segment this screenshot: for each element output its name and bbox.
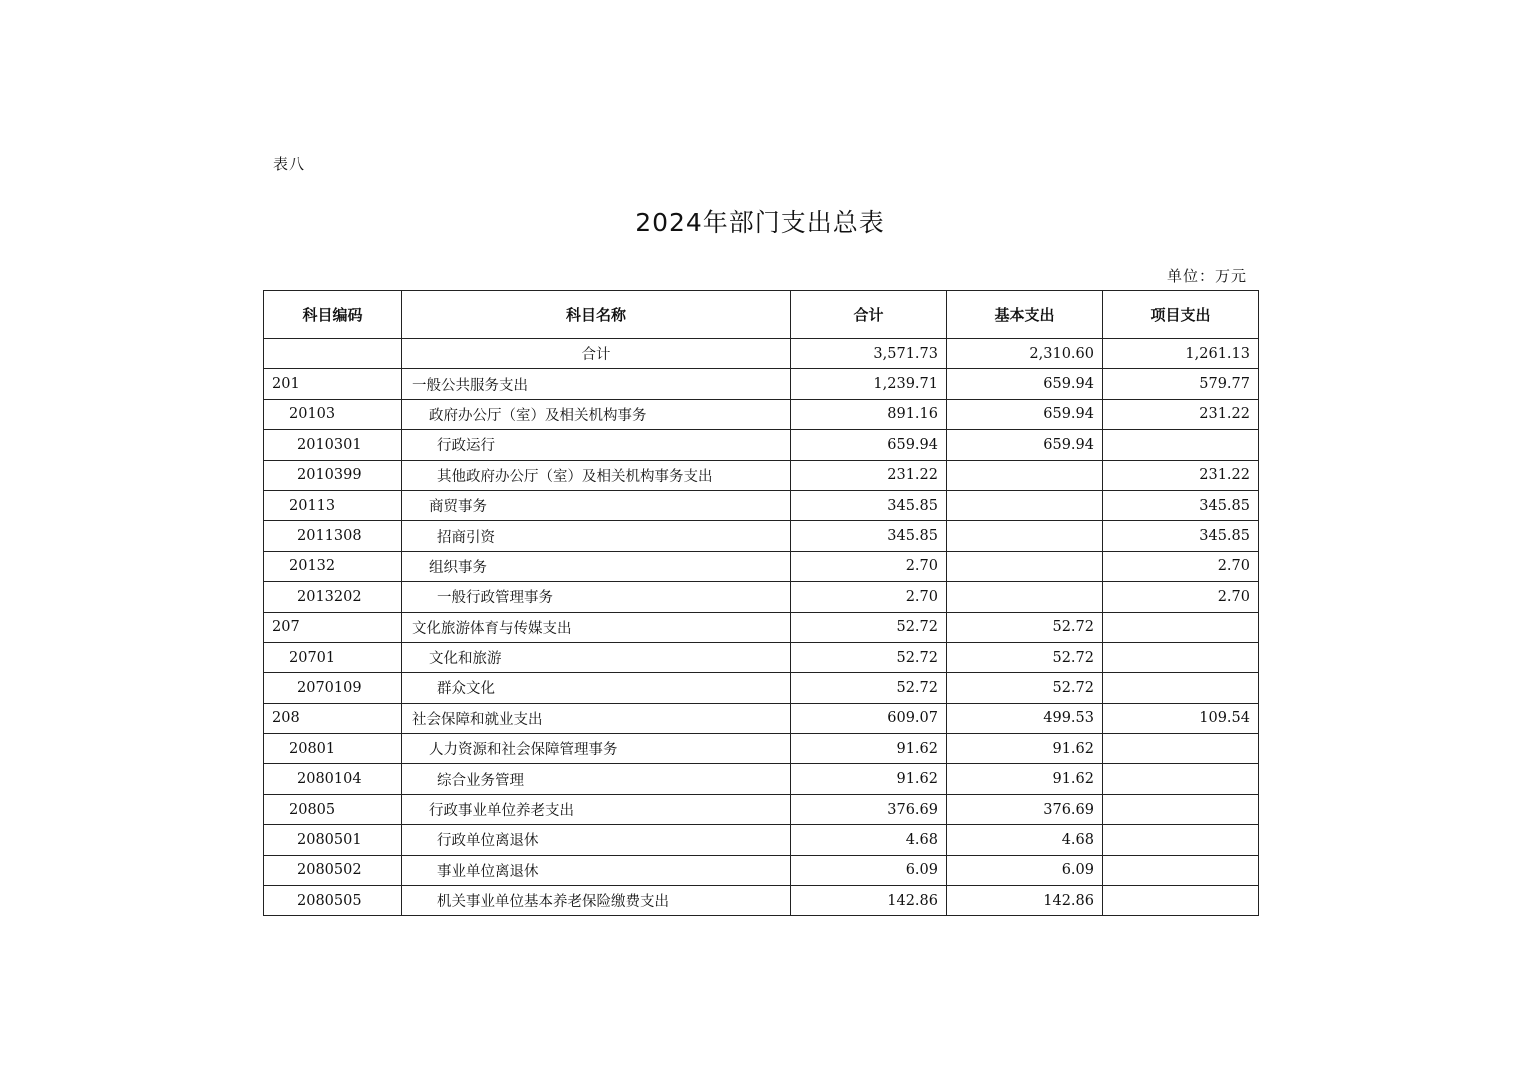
- total-cell: 376.69: [791, 794, 947, 824]
- project-cell: 231.22: [1103, 460, 1259, 490]
- name-cell: 综合业务管理: [402, 764, 791, 794]
- basic-cell: 52.72: [947, 642, 1103, 672]
- table-row: [264, 703, 1259, 733]
- table-row: [264, 794, 1259, 824]
- total-name-cell: 合计: [402, 339, 791, 369]
- unit-label: 单位：万元: [1166, 267, 1247, 285]
- total-cell: 91.62: [791, 764, 947, 794]
- basic-cell: 142.86: [947, 886, 1103, 916]
- basic-cell: [947, 460, 1103, 490]
- project-cell: [1103, 612, 1259, 642]
- basic-cell: [947, 490, 1103, 520]
- table-row: [264, 825, 1259, 855]
- project-cell: 345.85: [1103, 490, 1259, 520]
- code-cell: 208: [264, 703, 402, 733]
- code-cell: 20113: [264, 490, 402, 520]
- name-cell: 事业单位离退休: [402, 855, 791, 885]
- column-header-total: 合计: [791, 291, 947, 339]
- column-header-name: 科目名称: [402, 291, 791, 339]
- total-cell: 231.22: [791, 460, 947, 490]
- code-cell: 2070109: [264, 673, 402, 703]
- code-cell: 207: [264, 612, 402, 642]
- total-cell: 1,239.71: [791, 369, 947, 399]
- project-cell: [1103, 642, 1259, 672]
- basic-cell: 659.94: [947, 430, 1103, 460]
- total-cell: 345.85: [791, 490, 947, 520]
- code-cell: 2010399: [264, 460, 402, 490]
- code-cell: 2080501: [264, 825, 402, 855]
- name-cell: 行政运行: [402, 430, 791, 460]
- name-cell: 机关事业单位基本养老保险缴费支出: [402, 886, 791, 916]
- name-cell: 行政事业单位养老支出: [402, 794, 791, 824]
- table-row: [264, 430, 1259, 460]
- table-row: [264, 460, 1259, 490]
- table-row: [264, 673, 1259, 703]
- total-cell: 345.85: [791, 521, 947, 551]
- table-row: [264, 886, 1259, 916]
- basic-cell: [947, 551, 1103, 581]
- total-cell: 659.94: [791, 430, 947, 460]
- project-cell: [1103, 430, 1259, 460]
- code-cell: 2080502: [264, 855, 402, 885]
- table-row: [264, 399, 1259, 429]
- code-cell: 2010301: [264, 430, 402, 460]
- project-cell: [1103, 886, 1259, 916]
- table-row: [264, 582, 1259, 612]
- total-cell: 4.68: [791, 825, 947, 855]
- total-row: [264, 339, 1259, 369]
- total-cell: 6.09: [791, 855, 947, 885]
- name-cell: 文化旅游体育与传媒支出: [402, 612, 791, 642]
- name-cell: 其他政府办公厅（室）及相关机构事务支出: [402, 460, 791, 490]
- project-cell: [1103, 825, 1259, 855]
- column-header-code: 科目编码: [264, 291, 402, 339]
- name-cell: 文化和旅游: [402, 642, 791, 672]
- name-cell: 政府办公厅（室）及相关机构事务: [402, 399, 791, 429]
- name-cell: 行政单位离退休: [402, 825, 791, 855]
- project-cell: 579.77: [1103, 369, 1259, 399]
- project-cell: [1103, 673, 1259, 703]
- table-body: [264, 339, 1259, 916]
- basic-cell: 91.62: [947, 734, 1103, 764]
- basic-cell: 659.94: [947, 369, 1103, 399]
- code-cell: 2011308: [264, 521, 402, 551]
- total-cell: 2.70: [791, 551, 947, 581]
- name-cell: 招商引资: [402, 521, 791, 551]
- name-cell: 一般公共服务支出: [402, 369, 791, 399]
- table-row: [264, 734, 1259, 764]
- total-cell: 142.86: [791, 886, 947, 916]
- project-cell: [1103, 855, 1259, 885]
- table-row: [264, 490, 1259, 520]
- column-header-project: 项目支出: [1103, 291, 1259, 339]
- column-header-basic: 基本支出: [947, 291, 1103, 339]
- code-cell: 20801: [264, 734, 402, 764]
- table-row: [264, 551, 1259, 581]
- table-row: [264, 369, 1259, 399]
- basic-cell: 91.62: [947, 764, 1103, 794]
- basic-cell: 659.94: [947, 399, 1103, 429]
- total-cell: 2.70: [791, 582, 947, 612]
- project-cell: 231.22: [1103, 399, 1259, 429]
- name-cell: 人力资源和社会保障管理事务: [402, 734, 791, 764]
- project-cell: [1103, 764, 1259, 794]
- project-cell: 109.54: [1103, 703, 1259, 733]
- total-cell: 52.72: [791, 642, 947, 672]
- name-cell: 一般行政管理事务: [402, 582, 791, 612]
- table-row: [264, 642, 1259, 672]
- code-cell: 2013202: [264, 582, 402, 612]
- total-code-cell: [264, 339, 402, 369]
- basic-cell: [947, 521, 1103, 551]
- name-cell: 社会保障和就业支出: [402, 703, 791, 733]
- total-basic-cell: 2,310.60: [947, 339, 1103, 369]
- basic-cell: [947, 582, 1103, 612]
- table-row: [264, 855, 1259, 885]
- basic-cell: 499.53: [947, 703, 1103, 733]
- page-title: 2024年部门支出总表: [635, 208, 885, 237]
- table-row: [264, 612, 1259, 642]
- name-cell: 组织事务: [402, 551, 791, 581]
- code-cell: 2080505: [264, 886, 402, 916]
- basic-cell: 6.09: [947, 855, 1103, 885]
- project-cell: 345.85: [1103, 521, 1259, 551]
- code-cell: 20805: [264, 794, 402, 824]
- total-project-cell: 1,261.13: [1103, 339, 1259, 369]
- project-cell: [1103, 734, 1259, 764]
- code-cell: 20103: [264, 399, 402, 429]
- table-row: [264, 521, 1259, 551]
- project-cell: 2.70: [1103, 551, 1259, 581]
- basic-cell: 52.72: [947, 612, 1103, 642]
- project-cell: 2.70: [1103, 582, 1259, 612]
- total-cell: 609.07: [791, 703, 947, 733]
- basic-cell: 52.72: [947, 673, 1103, 703]
- table-label: 表八: [273, 155, 306, 173]
- total-cell: 52.72: [791, 612, 947, 642]
- total-cell: 91.62: [791, 734, 947, 764]
- table-row: [264, 764, 1259, 794]
- basic-cell: 4.68: [947, 825, 1103, 855]
- table-header: [264, 291, 1259, 339]
- header-row: [264, 291, 1259, 339]
- total-cell: 891.16: [791, 399, 947, 429]
- code-cell: 201: [264, 369, 402, 399]
- expenditure-table: [263, 290, 1259, 916]
- code-cell: 20701: [264, 642, 402, 672]
- name-cell: 商贸事务: [402, 490, 791, 520]
- project-cell: [1103, 794, 1259, 824]
- name-cell: 群众文化: [402, 673, 791, 703]
- code-cell: 20132: [264, 551, 402, 581]
- total-cell: 52.72: [791, 673, 947, 703]
- code-cell: 2080104: [264, 764, 402, 794]
- total-amount-cell: 3,571.73: [791, 339, 947, 369]
- basic-cell: 376.69: [947, 794, 1103, 824]
